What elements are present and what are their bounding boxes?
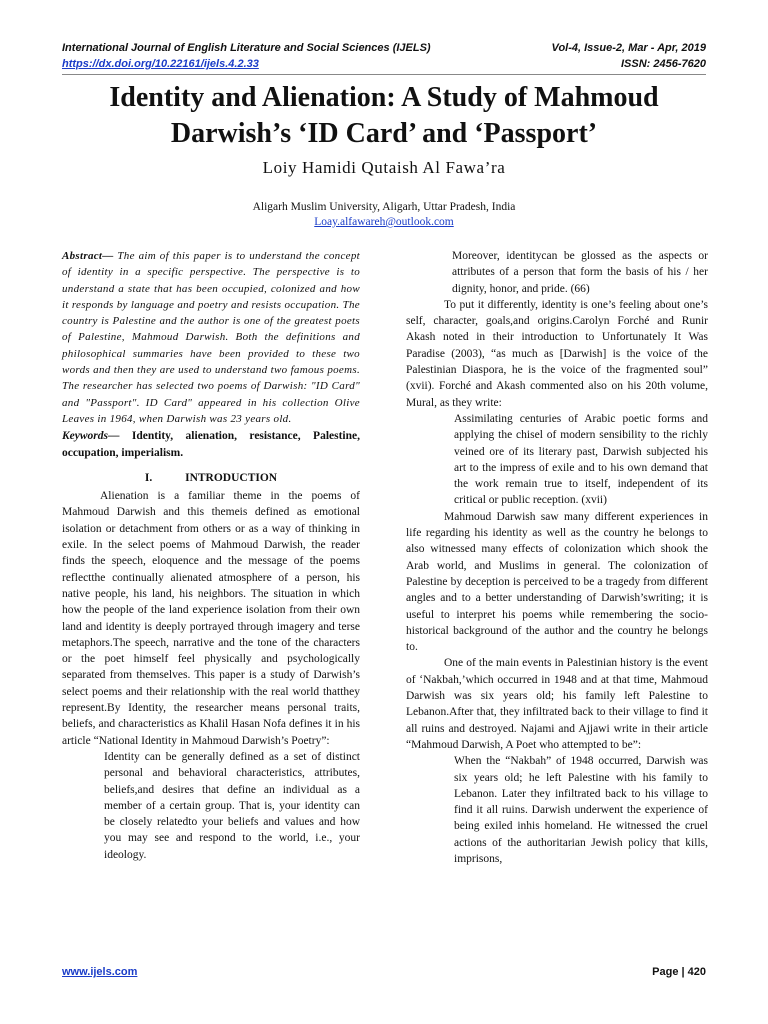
block-quote: Assimilating centuries of Arabic poetic forms and applying the chisel of modern sensibility to the richly veined ore of its literary past, Darwish subjected his art to the impress of exile and to his own demand that the work remain true to itself, independent of its critical or public reception. (xvii): [454, 412, 708, 507]
affiliation: Aligarh Muslim University, Aligarh, Uttar Pradesh, India: [252, 201, 516, 213]
footer-website-link[interactable]: www.ijels.com: [62, 966, 138, 978]
keywords: [62, 428, 360, 461]
title-line-2: Darwish’s ‘ID Card’ and ‘Passport’: [170, 118, 598, 149]
volume-issue: Vol-4, Issue-2, Mar - Apr, 2019: [551, 42, 706, 54]
issn: ISSN: 2456-7620: [621, 58, 706, 70]
abstract: [62, 248, 360, 427]
paragraph-continued: Moreover, identitycan be glossed as the aspects or attributes of a person that form the basis of his / her dignity, honor, and pride. (66): [452, 250, 708, 295]
author-name: Loiy Hamidi Qutaish Al Fawa’ra: [262, 158, 506, 177]
left-column: [62, 248, 360, 863]
right-column: [406, 248, 708, 867]
paragraph: Mahmoud Darwish saw many different experiences in life regarding his identity as well as the country he belongs to also witnessed many effects of colonization which shook the Arab world, and Muslims in general. The colonization of Palestine by deception is perceived to be a tragedy from different angles and to a better understanding of Darwish’swriting; it is useful to interpret his poems while remembering the socio-historical background of the author and the country he belongs to.: [406, 510, 708, 654]
author-email-link[interactable]: Loay.alfawareh@outlook.com: [314, 216, 454, 228]
paper-title: [40, 80, 728, 152]
paragraph: One of the main events in Palestinian history is the event of ‘Nakbah,’which occurred in 1948 and at that time, Mahmoud Darwish was six years old; his family left Palestine to Lebanon.After that, they infiltrated back to their village to find it all ruins and destroyed. Najami and Ajjawi write in their article “Mahmoud Darwish, A Poet who attempted to be”:: [406, 657, 708, 751]
block-quote: When the “Nakbah” of 1948 occurred, Darwish was six years old; he left Palestine with his family to Lebanon. Later they infiltrated back to his village to find it all ruins. Darwish underwent the experience of being exiled inhis homeland. He witnessed the cruel actions of the authoritarian Jewish policy that kills, imprisons,: [454, 755, 708, 865]
paragraph: To put it differently, identity is one’s feeling about one’s self, character, goals,and origins.Carolyn Forché and Runir Akash noted in their introduction to Unfortunately It Was Paradise (2003), “as much as [Darwish] is the voice of the Palestinian Diaspora, he is the voice of the fragmented soul” (xvii). Forché and Akash commented also on his 20th volume, Mural, as they write:: [406, 298, 708, 409]
section-heading: I. INTRODUCTION: [144, 471, 278, 484]
keywords-text: Identity, alienation, resistance, Palestine, occupation, imperialism.: [62, 430, 360, 459]
keywords-label: Keywords—: [62, 430, 120, 443]
title-line-1: Identity and Alienation: A Study of Mahmoud: [109, 82, 659, 113]
intro-paragraph: Alienation is a familiar theme in the poems of Mahmoud Darwish and this themeis defined as emotional isolation or detachment from others or as a way of thinking in exile. In the select poems of Mahmoud Darwish, the reader finds the speech, eloquence and the message of the poems reflectthe continually alienated atmosphere of a person, his native people, his land, his neighbors. The situation in which how the people of the land experience isolation from their own land and identity is deeply portrayed through imagery and terse metaphors.The speech, narrative and the tone of the characters or the poet himself feel physically and psychologically separated from themselves. This paper is a study of Darwish’s select poems and their relationship with the real world thatthey represent.By Identity, the researcher means personal traits, beliefs, and characteristics as Khalil Hasan Nofa defines it in his article “National Identity in Mahmoud Darwish’s Poetry”:: [62, 490, 360, 747]
doi-link[interactable]: https://dx.doi.org/10.22161/ijels.4.2.33: [62, 58, 259, 70]
page-number: Page | 420: [652, 966, 706, 978]
affiliation-block: [40, 200, 728, 230]
journal-name: International Journal of English Literature and Social Sciences (IJELS): [62, 42, 431, 54]
header-divider: [62, 74, 706, 75]
abstract-label: Abstract—: [62, 250, 114, 262]
block-quote: Identity can be generally defined as a set of distinct personal and behavioral characteristics, attributes, beliefs,and desires that define an individual as a member of a certain group. That is, your identity can be closely relatedto your beliefs and values and how you may see and respond to the world, i.e., your ideology.: [104, 750, 360, 861]
abstract-text: The aim of this paper is to understand the concept of identity in a specific perspective. The perspective is to understand a state that has been occupied, colonized and how it responds by language and poetry and resists occupation. The country is Palestine and the author is one of the greatest poets of Palestine, Mahmoud Darwish. Both the definitions and philosophical summaries have been provided to these two words and then they are used to understand two famous poems. The researcher has selected two poems of Darwish: "ID Card" and "Passport". ID Card" appeared in his collection Olive Leaves in 1964, when Darwish was 23 years old.: [62, 250, 360, 425]
